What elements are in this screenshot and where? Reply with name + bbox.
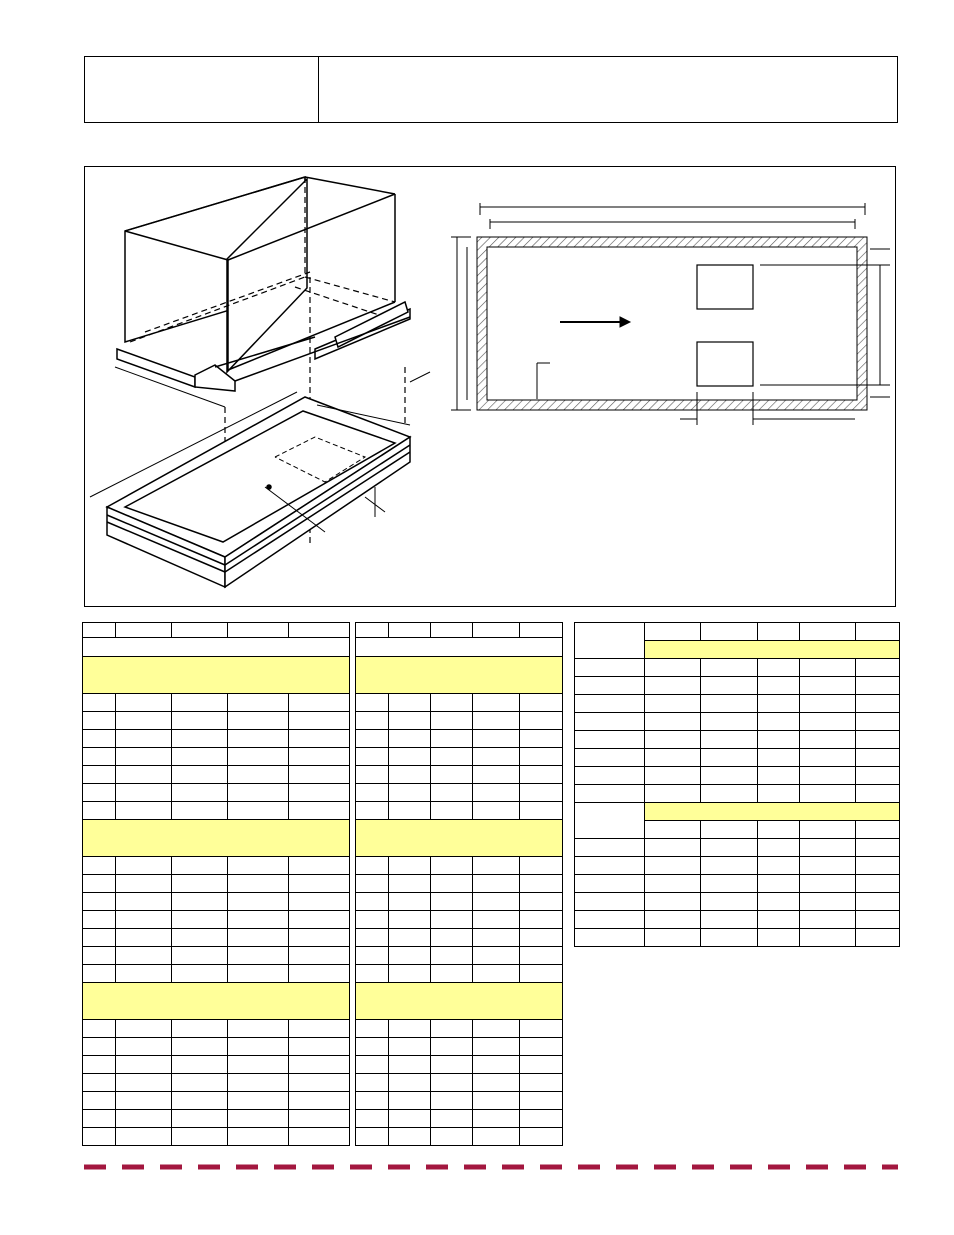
footer-dashed-rule <box>84 1164 898 1170</box>
right-spec-table <box>574 622 900 947</box>
middle-section-1-header <box>356 657 563 694</box>
right-section-2-header <box>645 803 900 821</box>
middle-spec-table <box>355 622 563 1146</box>
left-table-title <box>83 638 350 657</box>
header-left-cell <box>85 57 319 122</box>
header-right-cell <box>319 57 897 122</box>
document-header <box>84 56 898 123</box>
left-section-1-header <box>83 657 350 694</box>
middle-section-3-header <box>356 983 563 1020</box>
left-spec-table <box>82 622 350 1146</box>
left-section-2-header <box>83 820 350 857</box>
figure-drawings <box>85 167 897 608</box>
plan-view-drawing <box>451 203 890 425</box>
right-section-1-header <box>645 641 900 659</box>
left-section-3-header <box>83 983 350 1020</box>
isometric-drawing <box>90 177 430 587</box>
drawing-figure <box>84 166 896 607</box>
middle-section-2-header <box>356 820 563 857</box>
middle-table-title <box>356 638 563 657</box>
